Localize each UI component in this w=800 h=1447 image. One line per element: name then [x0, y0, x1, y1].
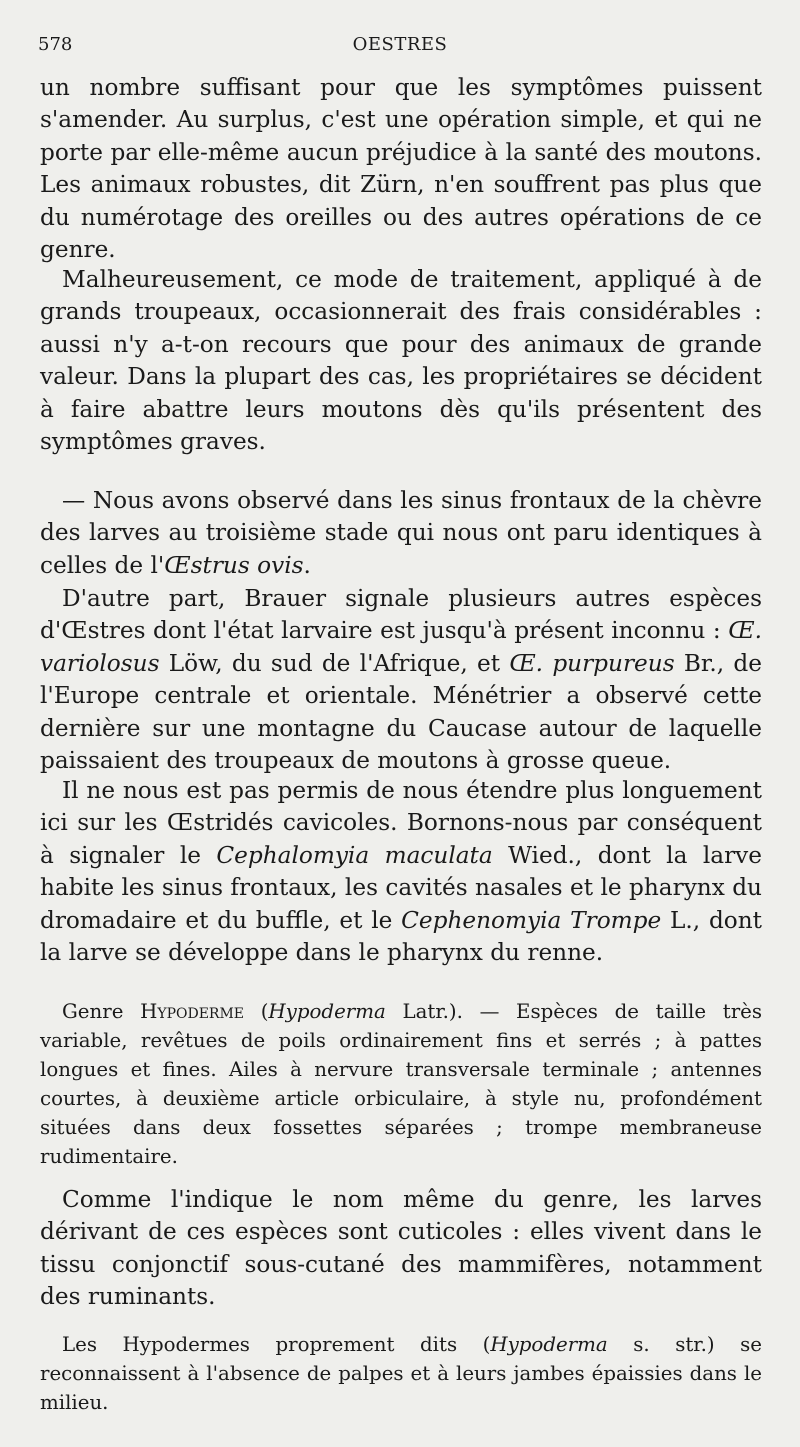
paragraph-brauer: [40, 583, 762, 777]
paragraph-5: Il ne nous est pas permis de nous étendre plus longuement ici sur les Œstridés cavicoles. Bornons-nous par conséquent à signaler le Cephalomyia maculata Wied., dont la larve habite les sinus frontaux, les cavités nasales et le pharynx du dromadaire et du buffle, et le Cephenomyia Trompe L., dont la larve se développe dans le pharynx du renne.: [40, 777, 762, 967]
species-name: Cephenomyia Trompe: [401, 906, 662, 934]
species-name: Œ. variolosus: [40, 617, 762, 677]
genus-description: [40, 997, 762, 1171]
paragraph-7: Les Hypodermes proprement dits (Hypoderma s. str.) se reconnaissent à l'absence de palpes et à leurs jambes épaissies dans le milieu.: [40, 1333, 762, 1414]
genus-latin-name: Hypoderma: [490, 1333, 608, 1356]
paragraph-goat: [40, 485, 762, 582]
genus-name: Hypoderme: [140, 1000, 245, 1023]
paragraph-6: Comme l'indique le nom même du genre, les larves dérivant de ces espèces sont cuticoles : elles vivent dans le tissu conjonctif sous-cutané des mammifères, notamment des ruminants.: [40, 1186, 762, 1311]
paragraph-1: un nombre suffisant pour que les symptômes puissent s'amender. Au surplus, c'est une opération simple, et qui ne porte par elle-même aucun préjudice à la santé des moutons. Les animaux robustes, dit Zürn, n'en souffrent pas plus que du numérotage des oreilles ou des autres opérations de ce genre.: [40, 74, 762, 264]
species-name: Œstrus ovis: [164, 551, 304, 579]
paragraph-cavicoles: [40, 775, 762, 969]
paragraph-2: Malheureusement, ce mode de traitement, appliqué à de grands troupeaux, occasionnerait des frais considérables : aussi n'y a-t-on recours que pour des animaux de grande valeur. Dans la plupart des cas, les propriétaires se décident à faire abattre leurs moutons dès qu'ils présentent des symptômes graves.: [40, 266, 762, 456]
species-name: Cephalomyia maculata: [216, 841, 493, 869]
running-title: OESTRES: [352, 34, 448, 55]
paragraph-4: D'autre part, Brauer signale plusieurs autres espèces d'Œstres dont l'état larvaire est jusqu'à présent inconnu : Œ. variolosus Löw, du sud de l'Afrique, et Œ. purpureus Br., de l'Europe centrale et orientale. Ménétrier a observé cette dernière sur une montagne du Caucase autour de laquelle paissaient des troupeaux de moutons à grosse queue.: [40, 585, 763, 775]
subgenus-description: [40, 1330, 762, 1417]
genus-paragraph: Genre Hypoderme (Hypoderma Latr.). — Espèces de taille très variable, revêtues de poils ordinairement fins et serrés ; à pattes longues et fines. Ailes à nervure transversale terminale ; antennes courtes, à deuxième article orbiculaire, à style nu, profondément situées dans deux fossettes séparées ; trompe membraneuse rudimentaire.: [40, 1000, 763, 1168]
paragraph-continuation: [40, 72, 762, 266]
page-header: [38, 34, 762, 58]
paragraph-cuticoles: [40, 1184, 762, 1314]
paragraph-3: — Nous avons observé dans les sinus frontaux de la chèvre des larves au troisième stade qui nous ont paru identiques à celles de l'Œstrus ovis.: [40, 487, 762, 579]
species-name: Œ. purpureus: [509, 649, 675, 677]
genus-latin-name: Hypoderma: [268, 1000, 386, 1023]
page-number: 578: [38, 34, 73, 55]
paragraph-treatment: [40, 264, 762, 458]
